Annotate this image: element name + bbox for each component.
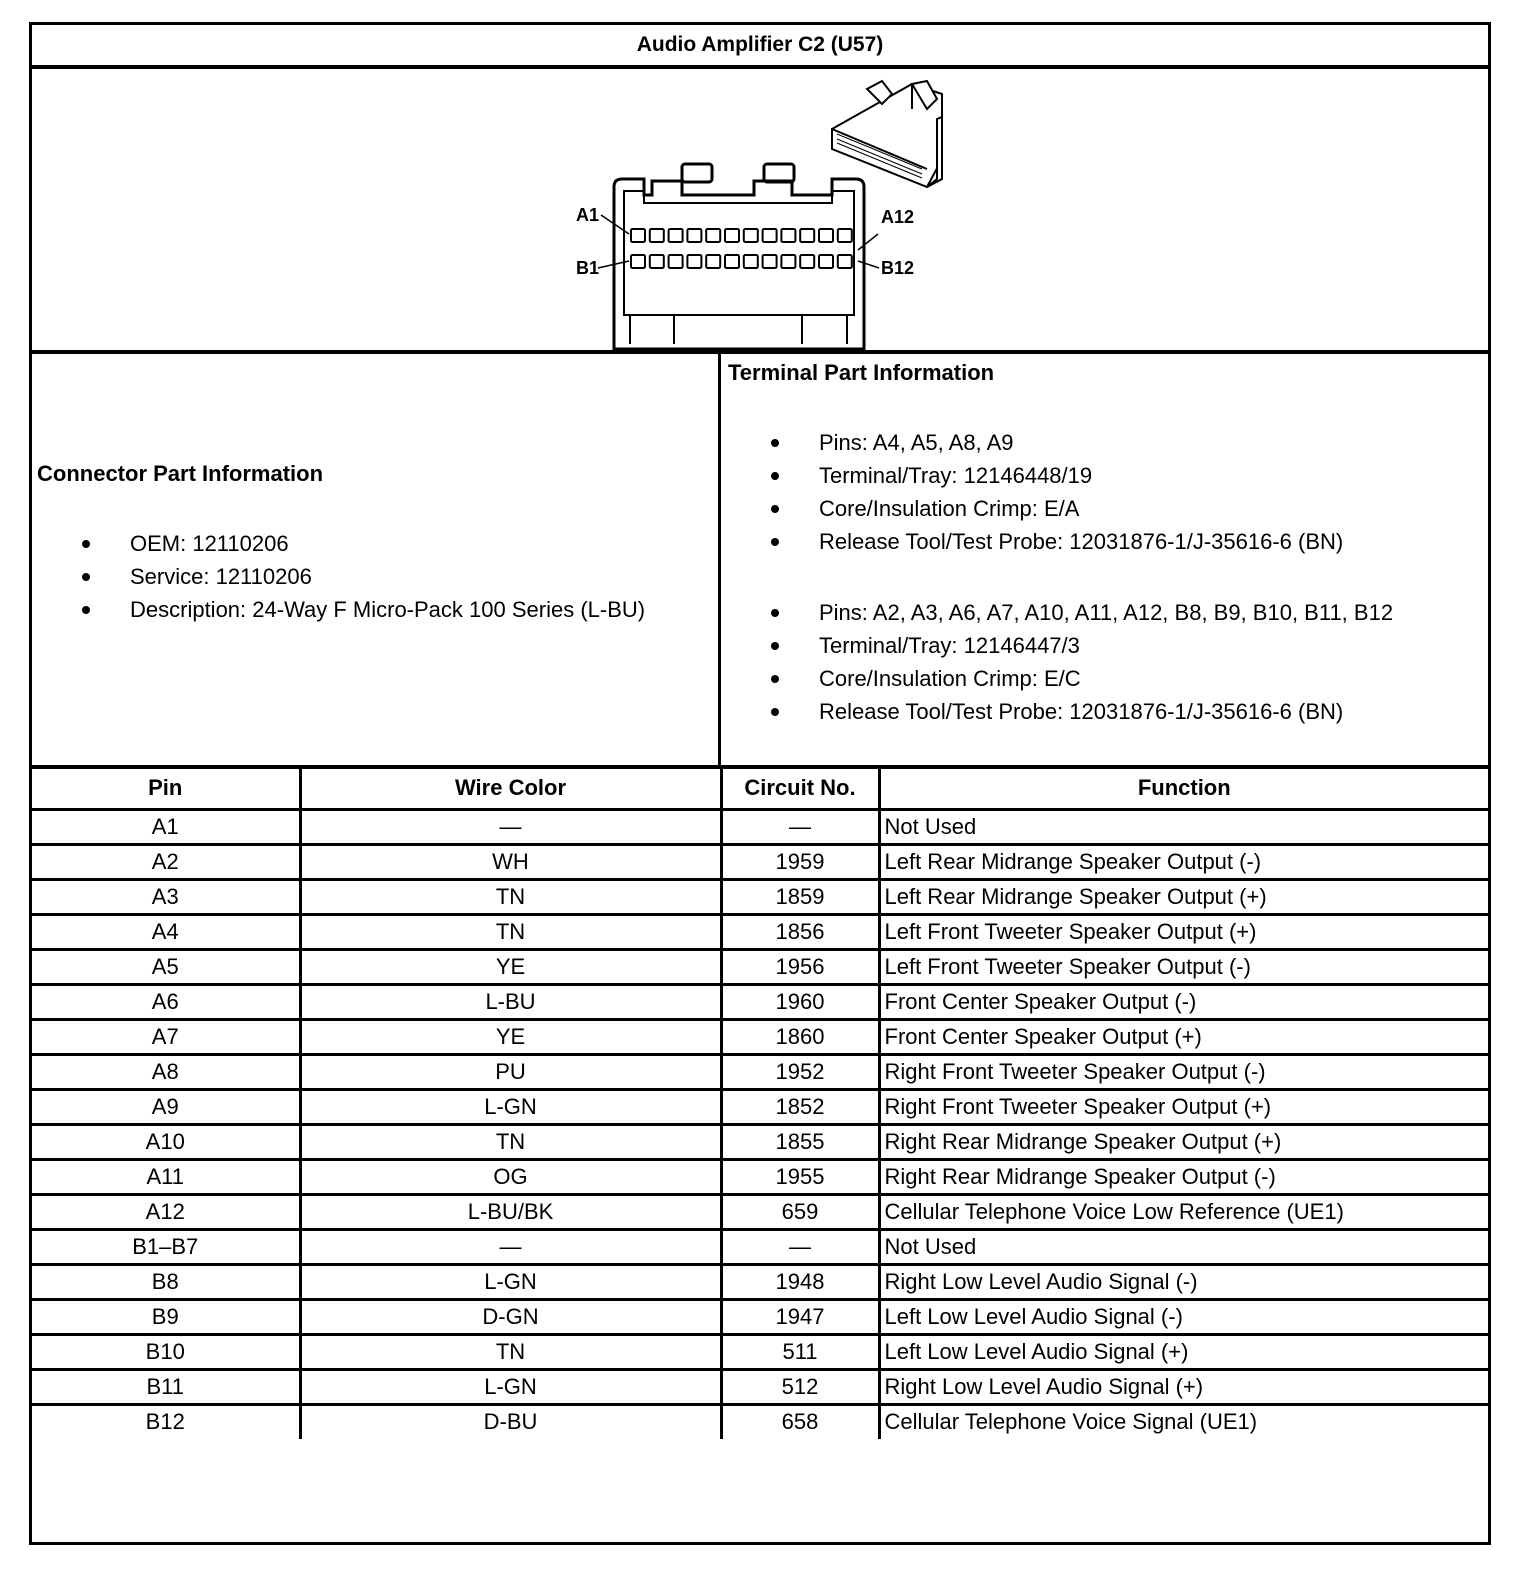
header-circuit-no: Circuit No.	[721, 769, 879, 809]
function-cell: Front Center Speaker Output (-)	[879, 984, 1488, 1019]
table-row	[32, 1054, 1488, 1089]
table-row	[32, 1019, 1488, 1054]
table-row	[32, 844, 1488, 879]
header-wire-color: Wire Color	[300, 769, 721, 809]
table-row	[32, 1299, 1488, 1334]
pin-label-a12: A12	[881, 207, 915, 227]
list-item: Core/Insulation Crimp: E/A	[721, 492, 1343, 525]
connector-part-info	[32, 354, 721, 765]
wire-color-cell: L-GN	[300, 1369, 721, 1404]
cavity-a5	[706, 229, 720, 242]
table-row	[32, 949, 1488, 984]
pinout-table	[32, 769, 1488, 1439]
table-row	[32, 1264, 1488, 1299]
pin-cell: A10	[32, 1124, 300, 1159]
table-body	[32, 809, 1488, 1439]
pin-label-b12: B12	[881, 258, 915, 278]
pin-cell: A2	[32, 844, 300, 879]
connector-info-heading: Connector Part Information	[37, 461, 324, 486]
cavity-b4	[687, 255, 701, 268]
connector-isometric-icon	[832, 81, 942, 187]
pin-cell: A11	[32, 1159, 300, 1194]
function-cell: Left Low Level Audio Signal (-)	[879, 1299, 1488, 1334]
circuit-cell: 1956	[721, 949, 879, 984]
pin-cell: B9	[32, 1299, 300, 1334]
cavity-b1	[631, 255, 645, 268]
cavity-a4	[687, 229, 701, 242]
cavity-a6	[725, 229, 739, 242]
circuit-cell: 1960	[721, 984, 879, 1019]
cavity-b8	[763, 255, 777, 268]
cavity-b3	[669, 255, 683, 268]
circuit-cell: 1855	[721, 1124, 879, 1159]
circuit-cell: 512	[721, 1369, 879, 1404]
wire-color-cell: TN	[300, 879, 721, 914]
table-row	[32, 984, 1488, 1019]
wire-color-cell: OG	[300, 1159, 721, 1194]
wire-color-cell: L-GN	[300, 1089, 721, 1124]
bullet-icon	[771, 609, 779, 617]
list-item: Service: 12110206	[32, 560, 645, 593]
circuit-cell: 1947	[721, 1299, 879, 1334]
function-cell: Front Center Speaker Output (+)	[879, 1019, 1488, 1054]
circuit-cell: —	[721, 1229, 879, 1264]
cavity-a1	[631, 229, 645, 242]
wire-color-cell: —	[300, 1229, 721, 1264]
circuit-cell: 1952	[721, 1054, 879, 1089]
function-cell: Right Front Tweeter Speaker Output (-)	[879, 1054, 1488, 1089]
header-function: Function	[879, 769, 1488, 809]
function-cell: Right Rear Midrange Speaker Output (+)	[879, 1124, 1488, 1159]
list-item: OEM: 12110206	[32, 527, 645, 560]
cavity-a8	[763, 229, 777, 242]
terminal-info-heading: Terminal Part Information	[728, 360, 995, 385]
list-item: Terminal/Tray: 12146448/19	[721, 459, 1343, 492]
cavity-b11	[819, 255, 833, 268]
part-information	[32, 354, 1488, 769]
wire-color-cell: D-GN	[300, 1299, 721, 1334]
cavity-a3	[669, 229, 683, 242]
table-header-row	[32, 769, 1488, 809]
wire-color-cell: L-GN	[300, 1264, 721, 1299]
wire-color-cell: WH	[300, 844, 721, 879]
cavity-b2	[650, 255, 664, 268]
bullet-icon	[771, 675, 779, 683]
function-cell: Not Used	[879, 809, 1488, 844]
pin-cell: B12	[32, 1404, 300, 1439]
connector-info-list	[32, 527, 645, 626]
circuit-cell: 1955	[721, 1159, 879, 1194]
table-row	[32, 1194, 1488, 1229]
function-cell: Cellular Telephone Voice Low Reference (UE1)	[879, 1194, 1488, 1229]
list-item: Pins: A4, A5, A8, A9	[721, 426, 1343, 459]
function-cell: Left Low Level Audio Signal (+)	[879, 1334, 1488, 1369]
bullet-icon	[771, 708, 779, 716]
circuit-cell: 1852	[721, 1089, 879, 1124]
bullet-icon	[771, 538, 779, 546]
function-cell: Right Rear Midrange Speaker Output (-)	[879, 1159, 1488, 1194]
pin-cell: B11	[32, 1369, 300, 1404]
connector-sheet	[29, 22, 1491, 1545]
pin-cell: A6	[32, 984, 300, 1019]
cavity-grid	[631, 229, 852, 268]
list-item: Terminal/Tray: 12146447/3	[721, 629, 1393, 662]
wire-color-cell: TN	[300, 1334, 721, 1369]
table-row	[32, 1334, 1488, 1369]
pin-cell: A8	[32, 1054, 300, 1089]
bullet-icon	[771, 505, 779, 513]
header-pin: Pin	[32, 769, 300, 809]
cavity-a10	[800, 229, 814, 242]
pin-cell: A9	[32, 1089, 300, 1124]
circuit-cell: 1860	[721, 1019, 879, 1054]
cavity-a2	[650, 229, 664, 242]
circuit-cell: 1859	[721, 879, 879, 914]
circuit-cell: 659	[721, 1194, 879, 1229]
cavity-b7	[744, 255, 758, 268]
table-row	[32, 914, 1488, 949]
function-cell: Left Front Tweeter Speaker Output (-)	[879, 949, 1488, 984]
connector-diagram	[32, 69, 1488, 354]
circuit-cell: 1856	[721, 914, 879, 949]
circuit-cell: 658	[721, 1404, 879, 1439]
cavity-b6	[725, 255, 739, 268]
pin-label-b1: B1	[576, 258, 600, 278]
function-cell: Cellular Telephone Voice Signal (UE1)	[879, 1404, 1488, 1439]
function-cell: Left Rear Midrange Speaker Output (+)	[879, 879, 1488, 914]
pin-cell: A12	[32, 1194, 300, 1229]
table-row	[32, 1229, 1488, 1264]
table-row	[32, 1159, 1488, 1194]
function-cell: Left Rear Midrange Speaker Output (-)	[879, 844, 1488, 879]
terminal-group-1	[721, 426, 1343, 558]
cavity-a7	[744, 229, 758, 242]
cavity-a11	[819, 229, 833, 242]
pin-cell: B1–B7	[32, 1229, 300, 1264]
pin-cell: A1	[32, 809, 300, 844]
list-item: Description: 24-Way F Micro-Pack 100 Series (L-BU)	[32, 593, 645, 626]
cavity-b12	[838, 255, 852, 268]
wire-color-cell: YE	[300, 949, 721, 984]
cavity-b10	[800, 255, 814, 268]
circuit-cell: 1948	[721, 1264, 879, 1299]
wire-color-cell: YE	[300, 1019, 721, 1054]
cavity-b5	[706, 255, 720, 268]
cavity-b9	[781, 255, 795, 268]
bullet-icon	[82, 606, 90, 614]
cavity-a12	[838, 229, 852, 242]
bullet-icon	[771, 642, 779, 650]
terminal-group-2	[721, 596, 1393, 728]
pin-cell: A7	[32, 1019, 300, 1054]
list-item: Release Tool/Test Probe: 12031876-1/J-35616-6 (BN)	[721, 525, 1343, 558]
pin-cell: A5	[32, 949, 300, 984]
wire-color-cell: —	[300, 809, 721, 844]
wire-color-cell: D-BU	[300, 1404, 721, 1439]
function-cell: Not Used	[879, 1229, 1488, 1264]
function-cell: Right Low Level Audio Signal (-)	[879, 1264, 1488, 1299]
pin-cell: B8	[32, 1264, 300, 1299]
circuit-cell: 1959	[721, 844, 879, 879]
bullet-icon	[771, 439, 779, 447]
bullet-icon	[82, 573, 90, 581]
circuit-cell: 511	[721, 1334, 879, 1369]
table-row	[32, 1124, 1488, 1159]
circuit-cell: —	[721, 809, 879, 844]
wire-color-cell: L-BU/BK	[300, 1194, 721, 1229]
pin-cell: A4	[32, 914, 300, 949]
wire-color-cell: L-BU	[300, 984, 721, 1019]
terminal-part-info	[721, 354, 1488, 765]
wire-color-cell: TN	[300, 914, 721, 949]
pin-cell: B10	[32, 1334, 300, 1369]
bullet-icon	[771, 472, 779, 480]
page-title: Audio Amplifier C2 (U57)	[32, 25, 1488, 69]
list-item: Pins: A2, A3, A6, A7, A10, A11, A12, B8, B9, B10, B11, B12	[721, 596, 1393, 629]
pin-label-a1: A1	[576, 205, 600, 225]
function-cell: Right Front Tweeter Speaker Output (+)	[879, 1089, 1488, 1124]
table-row	[32, 1404, 1488, 1439]
table-row	[32, 879, 1488, 914]
list-item: Core/Insulation Crimp: E/C	[721, 662, 1393, 695]
function-cell: Left Front Tweeter Speaker Output (+)	[879, 914, 1488, 949]
connector-face-view	[32, 69, 1488, 350]
cavity-a9	[781, 229, 795, 242]
wire-color-cell: PU	[300, 1054, 721, 1089]
table-row	[32, 1369, 1488, 1404]
wire-color-cell: TN	[300, 1124, 721, 1159]
pin-cell: A3	[32, 879, 300, 914]
table-row	[32, 1089, 1488, 1124]
table-row	[32, 809, 1488, 844]
list-item: Release Tool/Test Probe: 12031876-1/J-35616-6 (BN)	[721, 695, 1393, 728]
bullet-icon	[82, 540, 90, 548]
function-cell: Right Low Level Audio Signal (+)	[879, 1369, 1488, 1404]
